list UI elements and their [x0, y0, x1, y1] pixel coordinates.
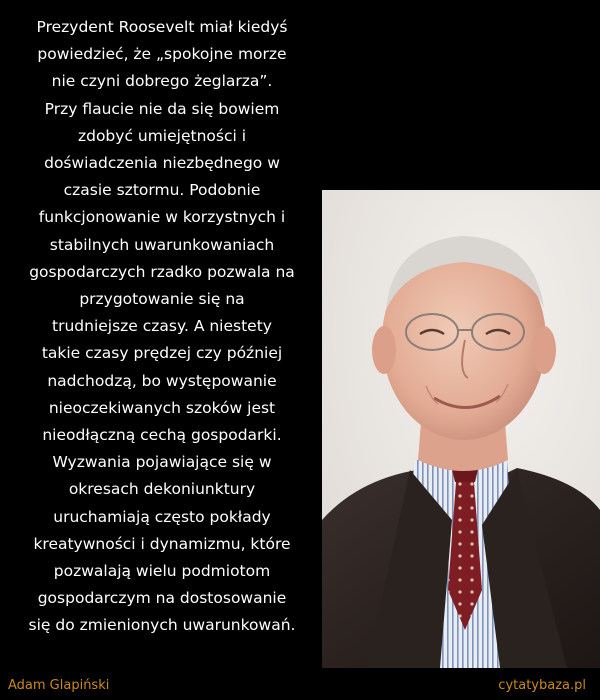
quote-line: nieodłączną cechą gospodarki. — [42, 426, 282, 445]
quote-line: czasie sztormu. Podobnie — [63, 181, 261, 200]
quote-line: powiedzieć, że „spokojne morze — [37, 45, 287, 64]
quote-line: takie czasy prędzej czy później — [41, 344, 283, 363]
quote-line: stabilnych uwarunkowaniach — [49, 235, 275, 254]
author-portrait-photo — [322, 190, 600, 668]
quote-line: pozwalają wielu podmiotom — [53, 562, 271, 581]
portrait-illustration — [322, 190, 600, 668]
author-name: Adam Glapiński — [8, 678, 110, 693]
quote-line: funkcjonowanie w korzystnych i — [38, 208, 286, 227]
quote-line: Prezydent Roosevelt miał kiedyś — [36, 18, 288, 36]
quote-line: nieoczekiwanych szoków jest — [48, 398, 276, 417]
quote-line: okresach dekoniunktury — [68, 480, 256, 499]
quote-line: nadchodzą, bo występowanie — [47, 371, 277, 390]
quote-text — [6, 14, 318, 640]
quote-line: uruchamiają często pokłady — [53, 507, 271, 526]
quote-line: trudniejsze czasy. A niestety — [52, 317, 272, 336]
quote-line: zdobyć umiejętności i — [77, 126, 247, 145]
quote-line: gospodarczych rzadko pozwala na — [29, 262, 295, 281]
quote-line: nie czyni dobrego żeglarza”. — [51, 72, 273, 91]
quote-line: się do zmienionych uwarunkowań. — [28, 616, 296, 635]
site-link[interactable]: cytatybaza.pl — [498, 678, 586, 693]
quote-line: gospodarczym na dostosowanie — [37, 589, 287, 608]
quote-line: doświadczenia niezbędnego w — [44, 154, 280, 173]
quote-line: Przy flaucie nie da się bowiem — [44, 99, 280, 118]
quote-line: kreatywności i dynamizmu, które — [33, 534, 291, 553]
quote-line: Wyzwania pojawiające się w — [52, 453, 272, 472]
quote-line: przygotowanie się na — [79, 290, 245, 309]
